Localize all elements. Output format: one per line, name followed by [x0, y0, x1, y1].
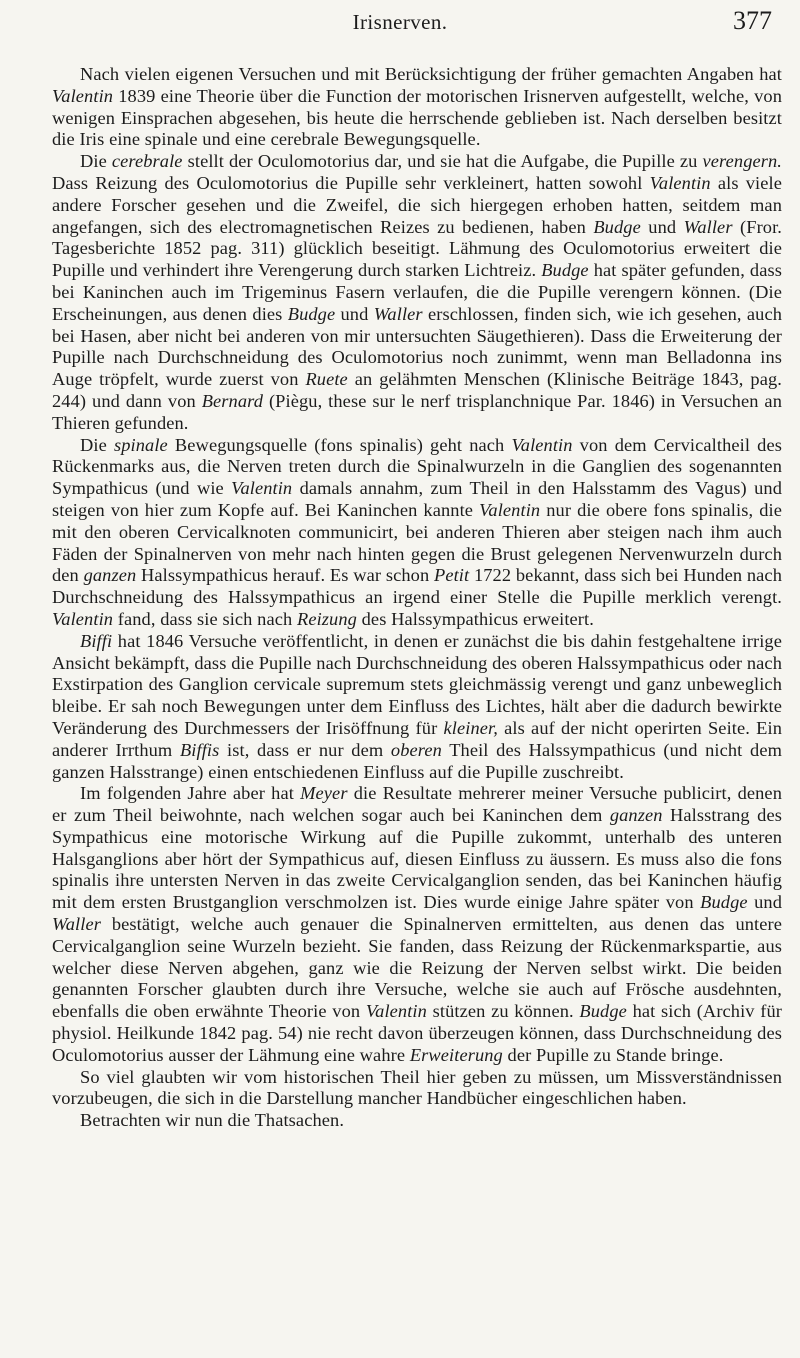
italic-term: Waller [373, 303, 423, 324]
paragraph [52, 1110, 782, 1132]
text-run: 1839 eine Theorie über die Function der motorischen Irisnerven aufgestellt, welche, von wenigen Einsprachen abgesehen, bis heute die herrschende geblieben ist. Nach derselben besitzt die Iris eine spinale und eine cerebrale Bewegungsquelle. [52, 85, 782, 150]
text-run: bestätigt, welche auch genauer die Spinalnerven ermittelten, aus denen das untere Cervicalganglion seine Wurzeln bezieht. Sie fanden, dass Reizung der Rückenmarkspartie, aus welcher diese Nerven abgehen, ganz wie die Reizung der Nerven selbst wirkt. Die beiden genannten Forscher glaubten durch ihre Versuche, welche sie auch auf Frösche ausdehnten, ebenfalls die oben erwähnte Theorie von [52, 914, 782, 1022]
text-run: und [747, 892, 782, 913]
italic-term: Valentin [52, 608, 114, 629]
text-run: So viel glaubten wir vom historischen Theil hier geben zu müssen, um Missverständnissen vorzubeugen, die sich in die Darstellung mancher Handbücher eingeschlichen haben. [52, 1066, 782, 1109]
italic-term: Valentin [231, 478, 293, 499]
text-run: Halsstrang des Sympathicus eine motorische Wirkung auf die Pupille zukommt, unterhalb des unteren Halsganglions aber hört der Sympathicus auf, diesen Einfluss zu äussern. Es muss also die fons spinalis ihre untersten Nerven in das zweite Cervicalganglion senden, das bei Kaninchen häufig mit dem ersten Brustganglion verschmolzen ist. Dies wurde einige Jahre später von [52, 805, 782, 913]
text-run: Nach vielen eigenen Versuchen und mit Berücksichtigung der früher gemachten Angaben hat [80, 64, 782, 84]
text-run: die Resultate mehrerer meiner Versuche publicirt, denen er zum Theil beiwohnte, nach welchen sogar auch bei Kaninchen dem [52, 783, 782, 826]
italic-term: ganzen [609, 805, 663, 826]
text-run: und [335, 303, 374, 324]
italic-term: verengern. [702, 151, 782, 172]
text-run: Die [80, 151, 112, 172]
paragraph [52, 1067, 782, 1111]
text-run: erschlossen, finden sich, wie ich gesehen, auch bei Hasen, aber nicht bei anderen von mir untersuchten Säugethieren). Dass die Erweiterung der Pupille nach Durchschneidung des Oculomotorius noch zunimmt, wenn man Belladonna ins Auge tröpfelt, wurde zuerst von [52, 303, 782, 390]
page-number: 377 [733, 6, 772, 35]
text-run: ist, dass er nur dem [219, 739, 391, 760]
italic-term: Petit [434, 565, 470, 586]
text-run: stützen zu können. [426, 1001, 580, 1022]
text-run: nur die obere fons spinalis, die mit den oberen Cervicalknoten communicirt, bei anderen Thieren aber steigen nach ihm auch Fäden der Spinalnerven von mehr nach hinten gegen die Brust gelegenen Nervenwurzeln durch den [52, 499, 783, 586]
text-run: von dem Cervicaltheil des Rückenmarks aus, die Nerven treten durch die Spinalwurzeln in die Ganglien des sogenannten Sympathicus (und wie [52, 434, 782, 499]
text-run: Halssympathicus herauf. Es war schon [136, 565, 434, 586]
running-title: Irisnerven. [352, 10, 448, 34]
text-run: und [640, 216, 684, 237]
text-run: des Halssympathicus erweitert. [356, 608, 594, 629]
italic-term: Reizung [296, 608, 357, 629]
italic-term: Budge [579, 1001, 627, 1022]
text-run: hat 1846 Versuche veröffentlicht, in denen er zunächst die bis dahin festgehaltene irrige Ansicht bekämpft, dass die Pupille nach Durchschneidung des oberen Halssympathicus oder nach Exstirpation des Ganglion cervicale supremum stets gleichmässig verengt und ganz unbeweglich bleibe. Er sah noch Bewegungen unter dem Einfluss des Lichtes, hält aber die dadurch bewirkte Veränderung des Durchmessers der Irisöffnung für [52, 630, 782, 738]
text-run: Im folgenden Jahre aber hat [80, 783, 301, 804]
italic-term: Waller [683, 216, 733, 237]
italic-term: Meyer [300, 783, 348, 804]
text-run: damals annahm, zum Theil in den Halsstamm des Vagus) und steigen von hier zum Kopfe auf. Bei Kaninchen kannte [52, 478, 782, 520]
text-run: Bewegungsquelle (fons spinalis) geht nach [167, 434, 512, 455]
body-text [52, 64, 782, 1132]
italic-term: Valentin [52, 85, 114, 106]
italic-term: Valentin [649, 172, 711, 193]
text-run: an gelähmten Menschen (Klinische Beiträge 1843, pag. 244) und dann von [52, 369, 782, 411]
italic-term: Valentin [365, 1001, 427, 1022]
text-run: 1722 bekannt, dass sich bei Hunden nach Durchschneidung des Halssympathicus an irgend einer Stelle die Pupille merklich verengt. [52, 565, 782, 608]
italic-term: Erweiterung [409, 1044, 503, 1065]
text-run: (Fror. Tagesberichte 1852 pag. 311) glücklich beseitigt. Lähmung des Oculomotorius erweitert die Pupille und verhindert ihre Verengerung durch starken Lichtreiz. [52, 216, 782, 281]
italic-term: Bernard [201, 390, 264, 411]
text-run: (Piègu, these sur le nerf trisplanchnique Par. 1846) in Versuchen an Thieren gefunden. [52, 390, 782, 433]
text-run: stellt der Oculomotorius dar, und sie hat die Aufgabe, die Pupille zu [182, 151, 703, 172]
italic-term: Waller [52, 914, 101, 935]
italic-term: oberen [390, 739, 442, 760]
italic-term: cerebrale [111, 151, 183, 172]
italic-term: Valentin [479, 499, 541, 520]
italic-term: Valentin [511, 434, 573, 455]
italic-term: ganzen [83, 565, 137, 586]
text-run: hat sich (Archiv für physiol. Heilkunde 1842 pag. 54) nie recht davon überzeugen können, dass Durchschneidung des Oculomotorius ausser der Lähmung eine wahre [52, 1001, 783, 1065]
running-head [0, 6, 800, 36]
text-run: als auf der nicht operirten Seite. Ein anderer Irrthum [52, 717, 782, 760]
text-run: als viele andere Forscher gesehen und die Zweifel, die sich hiergegen erhoben hatten, seitdem man angefangen, sich des electromagnetischen Reizes zu bedienen, haben [52, 172, 782, 237]
paragraph [52, 64, 782, 151]
paragraph [52, 783, 782, 1066]
paragraph [52, 151, 782, 434]
italic-term: Biffis [179, 739, 220, 760]
italic-term: kleiner, [443, 717, 498, 738]
text-run: fand, dass sie sich nach [113, 608, 297, 629]
text-run: Betrachten wir nun die Thatsachen. [80, 1110, 345, 1131]
italic-term: Budge [541, 260, 589, 281]
italic-term: Budge [593, 216, 641, 237]
italic-term: spinale [113, 434, 168, 455]
paragraph [52, 631, 782, 784]
text-run: hat später gefunden, dass bei Kaninchen auch im Trigeminus Fasern verlaufen, die die Pupille verengern können. (Die Erscheinungen, aus denen dies [52, 260, 782, 324]
text-run: Die [80, 434, 114, 455]
italic-term: Budge [287, 303, 336, 324]
text-run: Dass Reizung des Oculomotorius die Pupille sehr verkleinert, hatten sowohl [52, 172, 650, 193]
text-run: der Pupille zu Stande bringe. [502, 1044, 724, 1065]
italic-term: Biffi [80, 630, 113, 651]
paragraph [52, 435, 782, 631]
italic-term: Budge [700, 892, 748, 913]
italic-term: Ruete [305, 369, 348, 390]
text-run: Theil des Halssympathicus (und nicht dem ganzen Halsstrange) einen entschiedenen Einfluss auf die Pupille zuschreibt. [52, 739, 782, 782]
